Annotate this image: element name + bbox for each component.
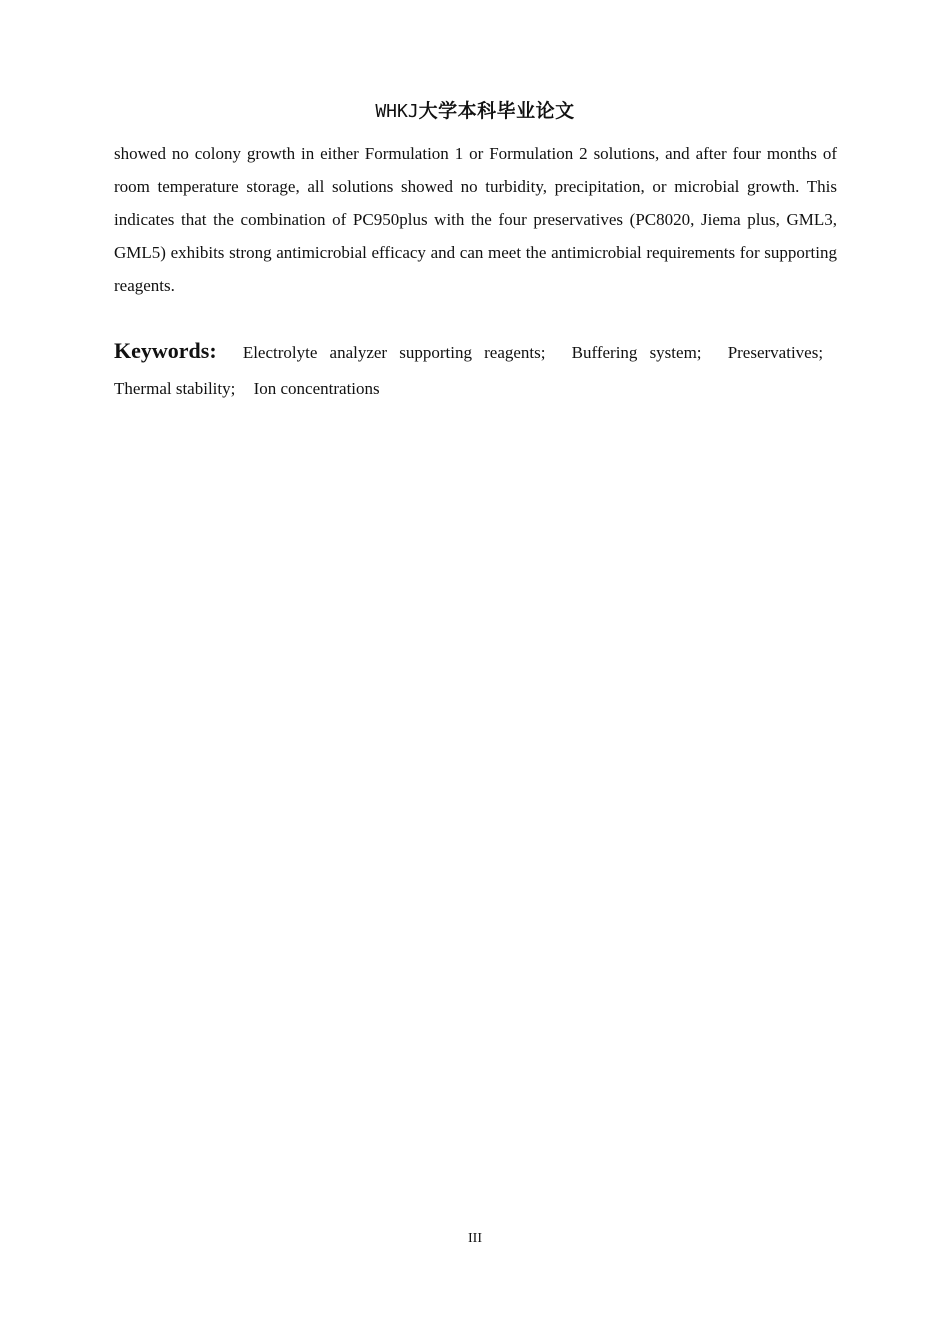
keyword-item: Electrolyte analyzer supporting reagents;	[242, 343, 546, 362]
keyword-item: Preservatives;	[727, 343, 824, 362]
header-university-code: WHKJ	[375, 101, 419, 122]
keywords-label: Keywords:	[114, 338, 217, 363]
header-thesis-title: 大学本科毕业论文	[418, 100, 575, 122]
keyword-item: Buffering system;	[571, 343, 702, 362]
keyword-item: Ion concentrations	[253, 379, 380, 398]
page-number: III	[468, 1231, 482, 1246]
keyword-item: Thermal stability;	[114, 379, 236, 398]
running-header	[0, 96, 950, 123]
abstract-continuation: showed no colony growth in either Formulation 1 or Formulation 2 solutions, and after four months of room temperature storage, all solutions showed no turbidity, precipitation, or microbial growth. This indicates that the combination of PC950plus with the four preservatives (PC8020, Jiema plus, GML3, GML5) exhibits strong antimicrobial efficacy and can meet the antimicrobial requirements for supporting reagents.	[114, 144, 837, 295]
keywords-section	[114, 333, 837, 407]
